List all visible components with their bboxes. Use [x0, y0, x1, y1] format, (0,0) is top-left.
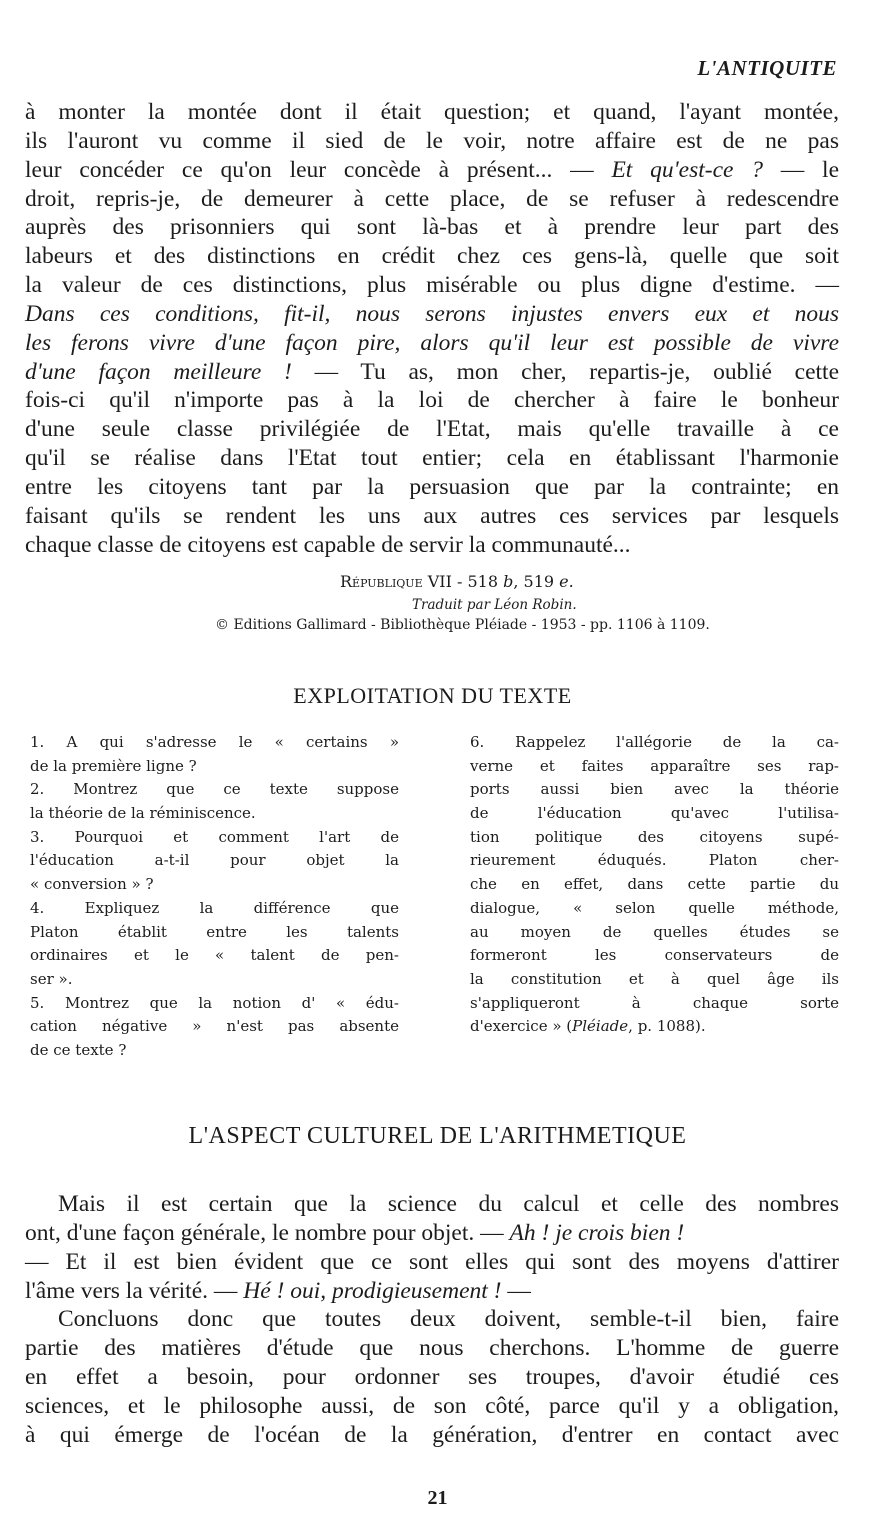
text-line [470, 944, 839, 968]
text-line [30, 944, 399, 968]
text-segment: d'une seule classe privilégiée de l'Etat, mais qu'elle travaille à ce [25, 416, 839, 443]
text-segment: ordinaires et le « talent de pen- [30, 946, 399, 965]
text-segment: l'âme vers la vérité. — [25, 1277, 244, 1304]
section-heading-arithmetique: L'ASPECT CULTUREL DE L'ARITHMETIQUE [188, 1123, 687, 1149]
citation-ref-b: b [503, 572, 514, 591]
text-line [25, 473, 839, 502]
questions-right-column [470, 731, 839, 1039]
text-segment: droit, repris-je, de demeurer à cette place, de se refuser à redescendre [25, 185, 839, 212]
passage-arithmetique [25, 1190, 839, 1450]
text-line [30, 1039, 399, 1063]
text-line [25, 415, 839, 444]
text-segment: ser ». [30, 969, 73, 988]
text-segment: ils l'auront vu comme il sied de le voir, notre affaire est de ne pas [25, 127, 839, 154]
italic-text: les ferons vivre d'une façon pire, alors qu'il leur est possible de vivre [25, 329, 839, 356]
text-line [470, 755, 839, 779]
citation-ref-e: e. [559, 572, 574, 591]
text-line [470, 992, 839, 1016]
text-segment: formeront les conservateurs de [470, 946, 839, 965]
text-segment: — Tu as, mon cher, repartis-je, oublié cette [291, 358, 839, 385]
text-segment: Mais il est certain que la science du calcul et celle des nombres [58, 1191, 839, 1217]
text-line [25, 1392, 839, 1421]
text-segment: rieurement éduqués. Platon cher- [470, 851, 839, 870]
text-line [25, 98, 839, 127]
text-line [470, 802, 839, 826]
text-segment: auprès des prisonniers qui sont là-bas et à prendre leur part des [25, 214, 839, 241]
italic-text: Dans ces conditions, fit-il, nous serons injustes envers eux et nous [25, 300, 839, 327]
text-line [30, 778, 399, 802]
text-segment: 4. Expliquez la différence que [30, 898, 399, 917]
text-line [25, 1363, 839, 1392]
italic-text: d'une façon meilleure ! [25, 358, 292, 385]
text-line [25, 444, 839, 473]
text-segment: de la première ligne ? [30, 756, 197, 775]
page-number: 21 [427, 1487, 448, 1509]
text-line [470, 921, 839, 945]
text-segment: dialogue, « selon quelle méthode, [470, 898, 839, 917]
text-line [25, 1219, 839, 1248]
questions-left-column [30, 731, 399, 1063]
text-segment: la valeur de ces distinctions, plus misérable ou plus digne d'estime. — [25, 272, 839, 299]
text-segment: faisant qu'ils se rendent les uns aux autres ces services par lesquels [25, 502, 839, 529]
text-segment: chaque classe de citoyens est capable de servir la communauté... [25, 531, 631, 558]
running-head: L'ANTIQUITE [697, 56, 837, 80]
text-line [30, 992, 399, 1016]
text-segment: l'éducation a-t-il pour objet la [30, 851, 399, 870]
citation-copyright: © Editions Gallimard - Bibliothèque Pléiade - 1953 - pp. 1106 à 1109. [215, 617, 710, 633]
text-segment: entre les citoyens tant par la persuasion que par la contrainte; en [25, 473, 839, 500]
text-segment: verne et faites apparaître ses rap- [470, 756, 839, 775]
text-segment: la constitution et à quel âge ils [470, 969, 839, 988]
text-line [470, 849, 839, 873]
text-line [25, 329, 839, 358]
text-line [25, 502, 839, 531]
text-line [25, 1190, 839, 1219]
text-segment: , p. 1088). [628, 1017, 706, 1036]
text-line [25, 1334, 839, 1363]
text-segment: sciences, et le philosophe aussi, de son côté, parce qu'il y a obligation, [25, 1392, 839, 1419]
text-segment: partie des matières d'étude que nous cherchons. L'homme de guerre [25, 1335, 839, 1362]
text-line [470, 778, 839, 802]
citation-reference [340, 572, 574, 591]
passage-republique [25, 98, 839, 560]
text-line [25, 300, 839, 329]
text-segment: de ce texte ? [30, 1040, 127, 1059]
text-segment: — [501, 1277, 531, 1304]
citation-translator: Traduit par Léon Robin. [412, 597, 577, 613]
text-line [470, 873, 839, 897]
text-segment: 5. Montrez que la notion d' « édu- [30, 993, 399, 1012]
text-segment: Concluons donc que toutes deux doivent, semble-t-il bien, faire [58, 1306, 839, 1333]
text-segment: 3. Pourquoi et comment l'art de [30, 827, 399, 846]
text-line [30, 802, 399, 826]
text-line [30, 897, 399, 921]
text-line [25, 358, 839, 387]
text-line [30, 731, 399, 755]
text-segment: s'appliqueront à chaque sorte [470, 993, 839, 1012]
text-line [25, 156, 839, 185]
text-line [30, 826, 399, 850]
text-line [25, 242, 839, 271]
text-segment: d'exercice » ( [470, 1017, 573, 1036]
text-segment: « conversion » ? [30, 875, 154, 894]
italic-text: Ah ! je crois bien ! [509, 1219, 685, 1246]
text-segment: 1. A qui s'adresse le « certains » [30, 733, 399, 751]
text-segment: ports aussi bien avec la théorie [470, 780, 839, 799]
text-segment: 6. Rappelez l'allégorie de la ca- [470, 733, 839, 751]
text-segment: en effet a besoin, pour ordonner ses troupes, d'avoir étudié ces [25, 1364, 839, 1391]
italic-text: Hé ! oui, prodigieusement ! [243, 1277, 502, 1304]
text-segment: 2. Montrez que ce texte suppose [30, 780, 399, 799]
text-line [25, 213, 839, 242]
text-segment: à qui émerge de l'océan de la génération, d'entrer en contact avec [25, 1421, 839, 1448]
italic-text: Pléiade [572, 1017, 629, 1036]
text-line [30, 921, 399, 945]
text-line [25, 1277, 839, 1306]
text-segment: Platon établit entre les talents [30, 922, 399, 941]
text-segment: leur concéder ce qu'on leur concède à présent... — [25, 156, 612, 183]
text-line [25, 185, 839, 214]
text-line [25, 1305, 839, 1334]
text-segment: tion politique des citoyens supé- [470, 827, 839, 846]
exploitation-heading: EXPLOITATION DU TEXTE [293, 683, 572, 708]
text-segment: — le [762, 156, 840, 183]
citation-ref-mid: , 519 [513, 572, 560, 591]
text-segment: labeurs et des distinctions en crédit chez ces gens-là, quelle que soit [25, 243, 839, 270]
text-line [470, 826, 839, 850]
text-segment: de l'éducation qu'avec l'utilisa- [470, 804, 839, 823]
text-line [30, 1015, 399, 1039]
text-line [25, 1248, 839, 1277]
text-line [30, 849, 399, 873]
citation-work: République [340, 572, 423, 591]
text-segment: ont, d'une façon générale, le nombre pour objet. — [25, 1219, 510, 1246]
text-line [25, 1421, 839, 1450]
text-segment: fois-ci qu'il n'importe pas à la loi de chercher à faire le bonheur [25, 387, 839, 414]
citation-ref: VII - 518 [422, 572, 504, 591]
text-segment: che en effet, dans cette partie du [470, 875, 839, 894]
text-line [470, 897, 839, 921]
text-line [25, 531, 839, 560]
italic-text: Et qu'est-ce ? [611, 156, 763, 183]
text-line [25, 386, 839, 415]
text-segment: cation négative » n'est pas absente [30, 1017, 399, 1036]
text-line [25, 271, 839, 300]
text-line [25, 127, 839, 156]
text-segment: qu'il se réalise dans l'Etat tout entier; cela en établissant l'harmonie [25, 445, 839, 472]
text-segment: la théorie de la réminiscence. [30, 804, 256, 823]
text-segment: — Et il est bien évident que ce sont elles qui sont des moyens d'attirer [25, 1248, 839, 1275]
text-line [470, 1015, 839, 1039]
text-line [30, 873, 399, 897]
text-line [470, 968, 839, 992]
text-segment: à monter la montée dont il était question; et quand, l'ayant montée, [25, 99, 839, 125]
text-segment: au moyen de quelles études se [470, 922, 839, 941]
text-line [470, 731, 839, 755]
text-line [30, 755, 399, 779]
text-line [30, 968, 399, 992]
